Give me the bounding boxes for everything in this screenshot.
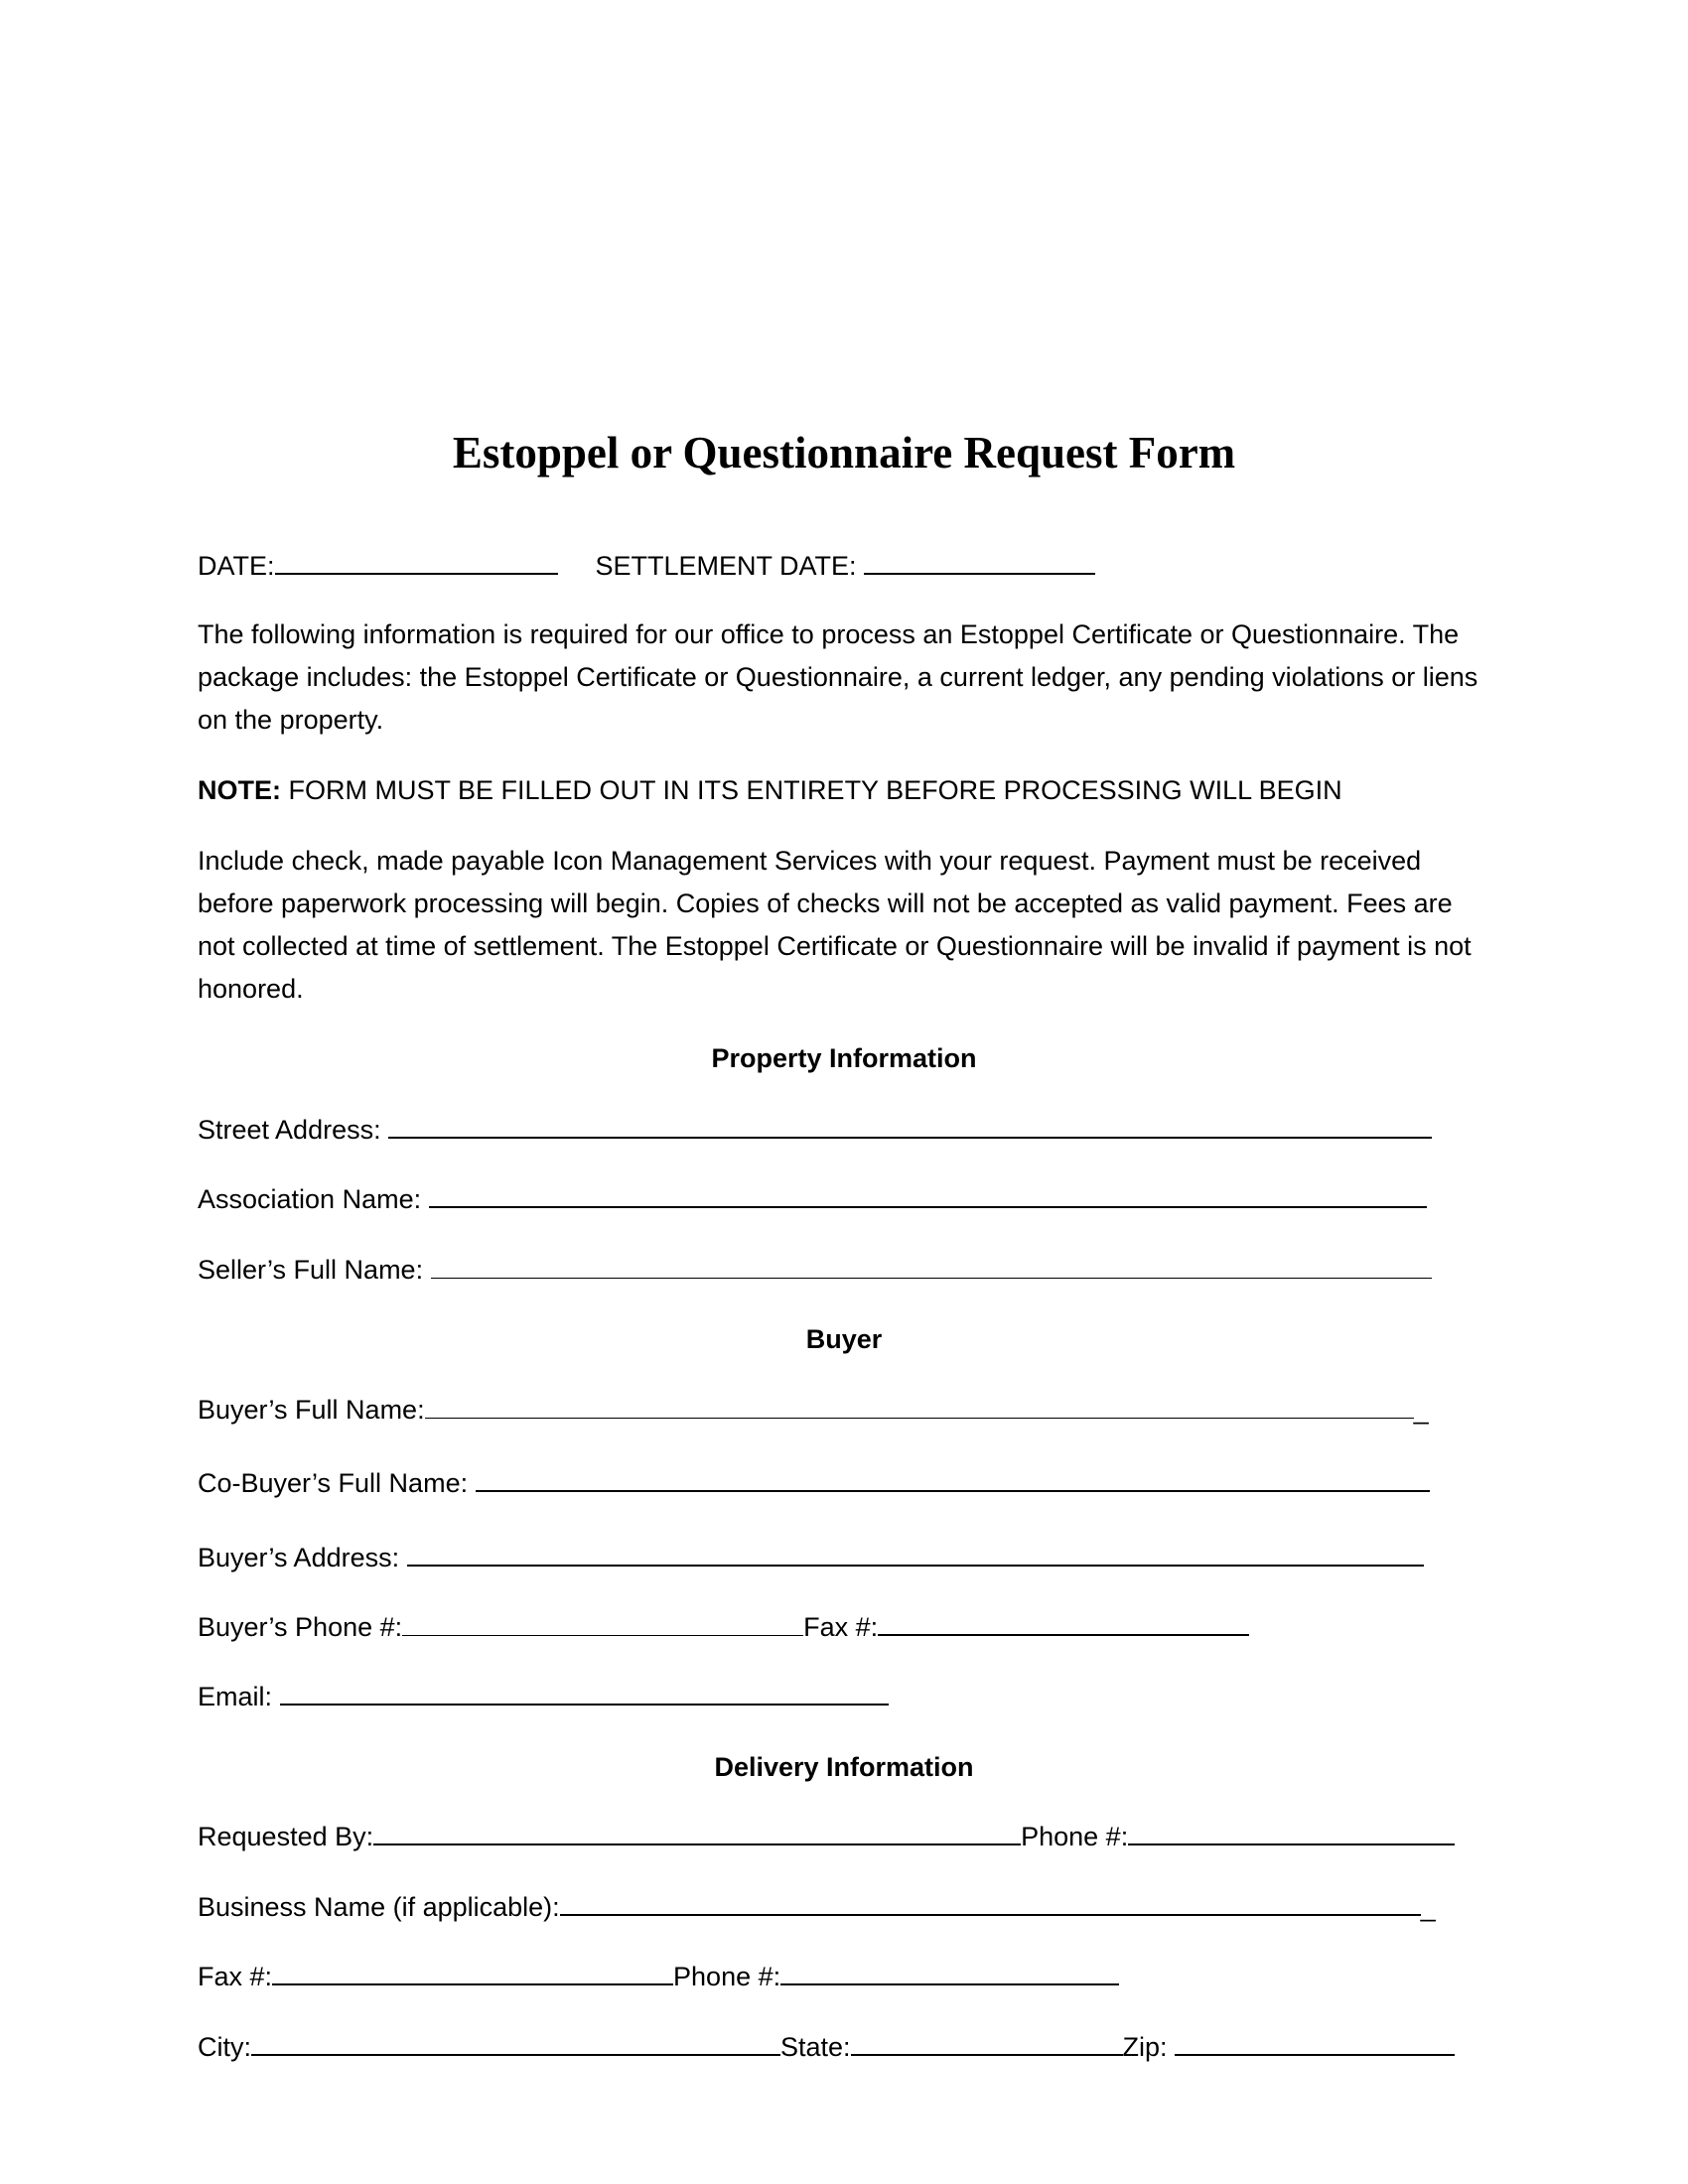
street-address-label: Street Address: [198, 1115, 389, 1145]
buyer-phone-label: Buyer’s Phone #: [198, 1612, 403, 1642]
street-address-row [198, 1112, 1432, 1148]
buyer-name-row [198, 1392, 1429, 1428]
association-name-label: Association Name: [198, 1184, 429, 1214]
city-field[interactable] [251, 2032, 780, 2056]
seller-name-label: Seller’s Full Name: [198, 1255, 431, 1285]
note-row [198, 772, 1342, 808]
street-address-field[interactable] [388, 1115, 1432, 1139]
settlement-date-field[interactable] [864, 551, 1095, 575]
settlement-date-label: SETTLEMENT DATE: [595, 551, 865, 581]
buyer-fax-label: Fax #: [803, 1612, 879, 1642]
payment-paragraph: Include check, made payable Icon Management Services with your request. Payment must be received before paperwork processing will begin. Copies of checks will not be accepted as valid payment. Fees are not collected at time of settlement. The Estoppel Certificate or Questionnaire will be invalid if payment is not honored. [198, 846, 1472, 1004]
buyer-name-field[interactable] [425, 1396, 1414, 1419]
buyer-fax-field[interactable] [878, 1612, 1249, 1636]
note-text: FORM MUST BE FILLED OUT IN ITS ENTIRETY BEFORE PROCESSING WILL BEGIN [281, 775, 1342, 805]
buyer-name-trail: _ [1413, 1395, 1429, 1425]
form-title: Estoppel or Questionnaire Request Form [452, 428, 1236, 478]
buyer-heading: Buyer [805, 1324, 883, 1354]
seller-name-field[interactable] [431, 1256, 1432, 1279]
buyer-address-label: Buyer’s Address: [198, 1543, 407, 1572]
email-field[interactable] [280, 1682, 889, 1706]
buyer-name-label: Buyer’s Full Name: [198, 1395, 425, 1425]
cobuyer-name-row [198, 1465, 1430, 1501]
seller-name-row [198, 1252, 1432, 1288]
association-name-field[interactable] [429, 1184, 1427, 1208]
business-name-row [198, 1889, 1436, 1925]
date-row [198, 548, 1095, 584]
note-label: NOTE: [198, 775, 281, 805]
delivery-phone2-label: Phone #: [673, 1962, 781, 1991]
zip-label: Zip: [1122, 2032, 1176, 2062]
delivery-phone-label: Phone #: [1021, 1822, 1129, 1851]
city-state-zip-row [198, 2029, 1455, 2065]
buyer-address-field[interactable] [407, 1543, 1424, 1567]
buyer-phone-row [198, 1609, 1249, 1645]
email-row [198, 1679, 889, 1714]
requested-by-row [198, 1819, 1455, 1854]
delivery-fax-label: Fax #: [198, 1962, 273, 1991]
delivery-heading: Delivery Information [714, 1752, 974, 1782]
state-field[interactable] [851, 2032, 1123, 2056]
delivery-phone-field[interactable] [1128, 1822, 1455, 1845]
delivery-phone2-field[interactable] [780, 1962, 1119, 1985]
buyer-address-row [198, 1540, 1424, 1575]
business-name-trail: _ [1420, 1892, 1436, 1922]
association-name-row [198, 1181, 1427, 1217]
requested-by-label: Requested By: [198, 1822, 374, 1851]
requested-by-field[interactable] [373, 1822, 1021, 1845]
date-label: DATE: [198, 551, 275, 581]
fax-phone-row [198, 1959, 1119, 1994]
delivery-fax-field[interactable] [272, 1962, 673, 1985]
cobuyer-name-label: Co-Buyer’s Full Name: [198, 1468, 476, 1498]
city-label: City: [198, 2032, 251, 2062]
cobuyer-name-field[interactable] [476, 1468, 1430, 1492]
state-label: State: [780, 2032, 851, 2062]
intro-paragraph: The following information is required for our office to process an Estoppel Certificate or Questionnaire. The package includes: the Estoppel Certificate or Questionnaire, a current ledger, any pending violations or liens on the property. [198, 619, 1478, 735]
zip-field[interactable] [1175, 2032, 1455, 2056]
property-heading: Property Information [711, 1043, 977, 1073]
email-label: Email: [198, 1682, 280, 1711]
business-name-label: Business Name (if applicable): [198, 1892, 560, 1922]
date-field[interactable] [275, 551, 558, 575]
buyer-phone-field[interactable] [402, 1613, 803, 1636]
business-name-field[interactable] [560, 1892, 1421, 1916]
